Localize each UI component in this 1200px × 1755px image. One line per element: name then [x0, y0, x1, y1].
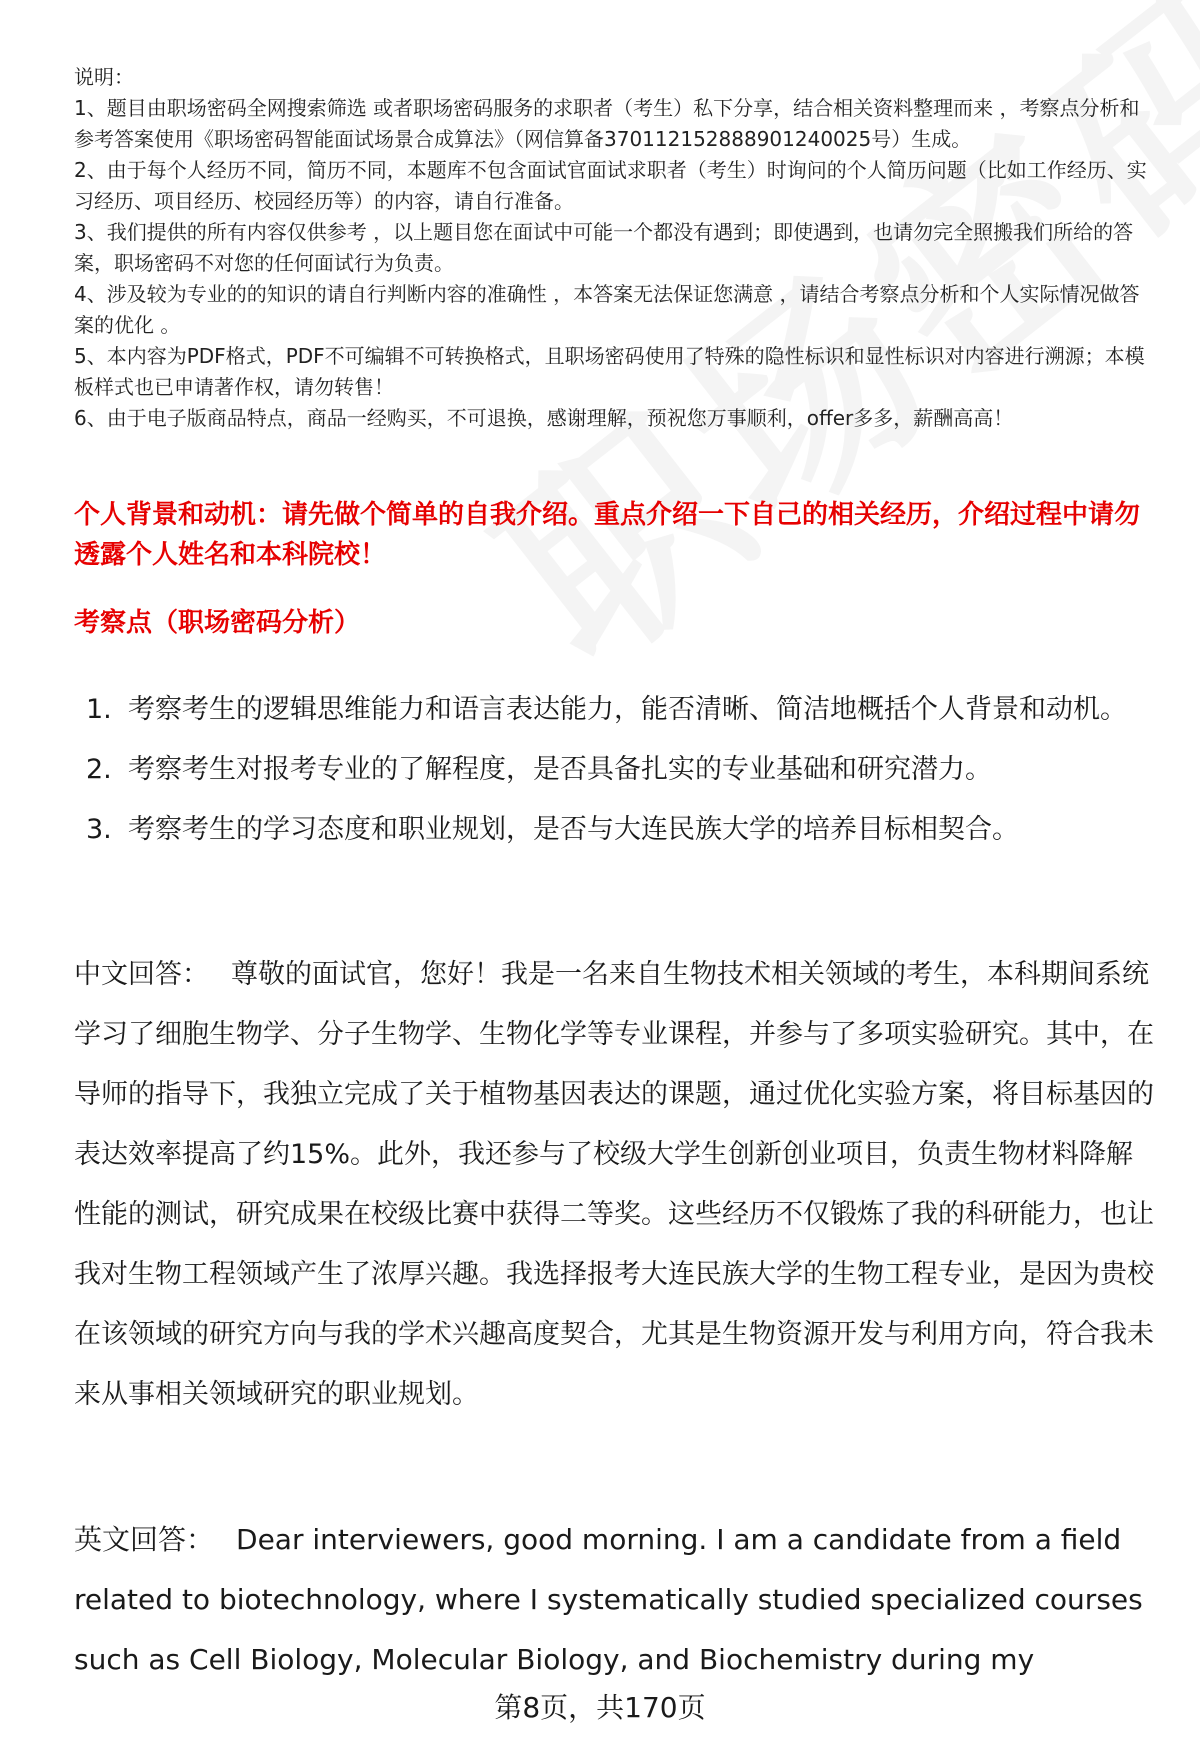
analysis-points-list — [74, 680, 1154, 860]
notes-heading: 说明： — [74, 65, 134, 89]
chinese-answer-text: 尊敬的面试官，您好！我是一名来自生物技术相关领域的考生，本科期间系统学习了细胞生物学、分子生物学、生物化学等专业课程，并参与了多项实验研究。其中，在导师的指导下，我独立完成了关于植物基因表达的课题，通过优化实验方案，将目标基因的表达效率提高了约15%。此外，我还参与了校级大学生创新创业项目，负责生物材料降解性能的测试，研究成果在校级比赛中获得二等奖。这些经历不仅锻炼了我的科研能力，也让我对生物工程领域产生了浓厚兴趣。我选择报考大连民族大学的生物工程专业，是因为贵校在该领域的研究方向与我的学术兴趣高度契合，尤其是生物资源开发与利用方向，符合我未来从事相关领域研究的职业规划。 — [74, 959, 1154, 1410]
english-answer — [74, 1510, 1159, 1690]
analysis-title: 考察点（职场密码分析） — [74, 608, 361, 638]
chinese-answer — [74, 945, 1159, 1425]
notes-item: 4、涉及较为专业的的知识的请自行判断内容的准确性 ，本答案无法保证您满意 ，请结合考察点分析和个人实际情况做答案的优化 。 — [74, 282, 1140, 337]
point-number: 1. — [86, 694, 112, 725]
point-text: 考察考生对报考专业的了解程度，是否具备扎实的专业基础和研究潜力。 — [128, 754, 992, 785]
point-text: 考察考生的逻辑思维能力和语言表达能力，能否清晰、简洁地概括个人背景和动机。 — [128, 694, 1127, 725]
notes-item: 3、我们提供的所有内容仅供参考 ，以上题目您在面试中可能一个都没有遇到；即使遇到，也请勿完全照搬我们所给的答案，职场密码不对您的任何面试行为负责。 — [74, 220, 1134, 275]
analysis-point — [74, 680, 1154, 740]
point-number: 3. — [86, 814, 112, 845]
interview-question: 个人背景和动机：请先做个简单的自我介绍。重点介绍一下自己的相关经历，介绍过程中请勿透露个人姓名和本科院校！ — [74, 500, 1141, 570]
page-number: 第8页，共170页 — [494, 1691, 706, 1724]
notes-item: 5、本内容为PDF格式，PDF不可编辑不可转换格式，且职场密码使用了特殊的隐性标识和显性标识对内容进行溯源；本模板样式也已申请著作权，请勿转售！ — [74, 344, 1145, 399]
notes-item: 6、由于电子版商品特点，商品一经购买，不可退换，感谢理解，预祝您万事顺利，offer多多，薪酬高高！ — [74, 406, 1014, 430]
notes-item: 1、题目由职场密码全网搜索筛选 或者职场密码服务的求职者（考生）私下分享，结合相关资料整理而来 ，考察点分析和参考答案使用《职场密码智能面试场景合成算法》（网信算备370112152888901240025号）生成。 — [74, 96, 1140, 151]
notes-section — [74, 62, 1154, 434]
point-text: 考察考生的学习态度和职业规划，是否与大连民族大学的培养目标相契合。 — [128, 814, 1019, 845]
english-answer-text: Dear interviewers, good morning. I am a candidate from a field related to biotechnology, where I systematically studied specialized courses such as Cell Biology, Molecular Biology, and Biochemistry during my — [74, 1523, 1143, 1676]
notes-item: 2、由于每个人经历不同，简历不同，本题库不包含面试官面试求职者（考生）时询问的个人简历问题（比如工作经历、实习经历、项目经历、校园经历等）的内容，请自行准备。 — [74, 158, 1147, 213]
analysis-point — [74, 800, 1154, 860]
point-number: 2. — [86, 754, 112, 785]
analysis-point — [74, 740, 1154, 800]
chinese-answer-label: 中文回答： — [74, 959, 209, 990]
english-answer-label: 英文回答： — [74, 1523, 215, 1556]
